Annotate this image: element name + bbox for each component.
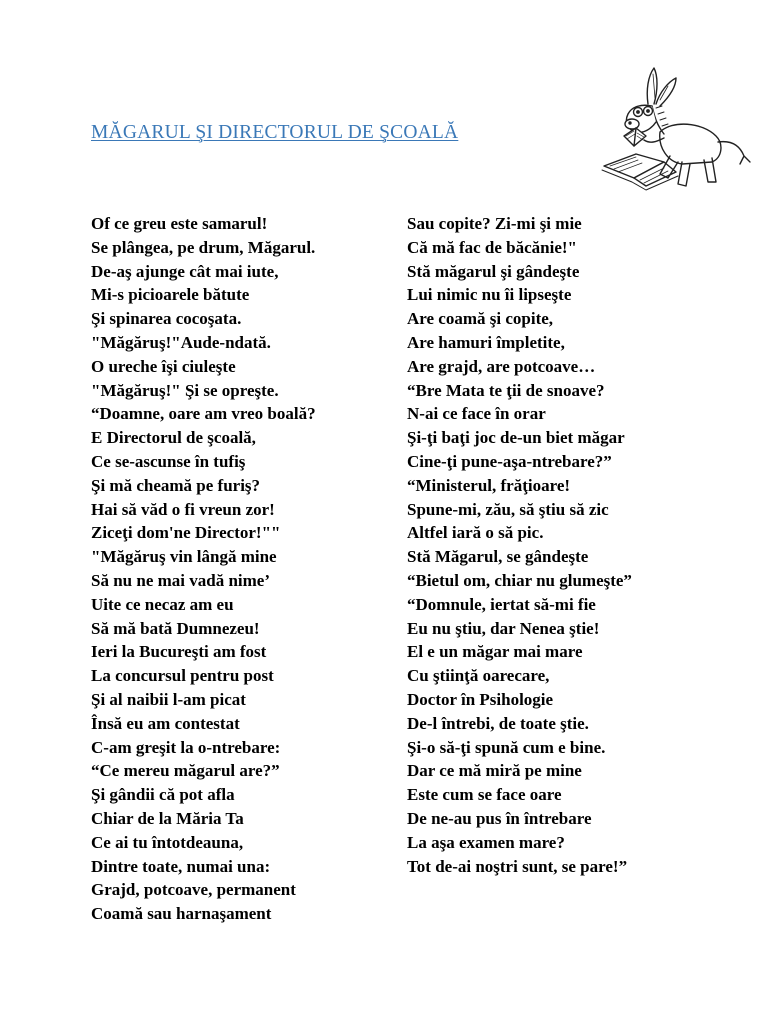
verse-line: “Ce mereu măgarul are?” [91, 761, 280, 781]
verse-line: C-am greşit la o-ntrebare: [91, 737, 281, 757]
verse-line: Of ce greu este samarul! [91, 214, 268, 233]
verse-line: Mi-s picioarele bătute [91, 285, 250, 305]
donkey-reading-book-icon [598, 62, 758, 200]
verse-line: Şi al naibii l-am picat [91, 689, 246, 709]
verse-line: Doctor în Psihologie [407, 689, 554, 709]
verse-line: Să nu ne mai vadă nime’ [91, 570, 270, 590]
verse-line: “Domnule, iertat să-mi fie [407, 594, 596, 614]
verse-line: N-ai ce face în orar [407, 404, 546, 424]
verse-line: Cine-ţi pune-aşa-ntrebare?” [407, 451, 612, 471]
verse-line: Tot de-ai noştri sunt, se pare!” [407, 856, 628, 876]
verse-line: Altfel iară o să pic. [407, 523, 544, 543]
document-title: MĂGARUL ŞI DIRECTORUL DE ŞCOALĂ [91, 122, 459, 143]
verse-line: Chiar de la Măria Ta [91, 808, 244, 828]
verse-line: Spune-mi, zău, să ştiu să zic [407, 499, 609, 519]
verse-line: Este cum se face oare [407, 785, 562, 805]
verse-line: Ce se-ascunse în tufiş [91, 451, 246, 471]
verse-line: Se plângea, pe drum, Măgarul. [91, 237, 316, 257]
verse-line: “Bre Mata te ţii de snoave? [407, 380, 605, 400]
verse-line: Are hamuri împletite, [407, 332, 565, 352]
verse-line: La concursul pentru post [91, 666, 274, 686]
verse-line: Hai să văd o fi vreun zor! [91, 499, 275, 519]
verse-line: E Directorul de şcoală, [91, 428, 256, 448]
verse-line: Şi-ţi baţi joc de-un biet măgar [407, 428, 625, 448]
verse-line: “Ministerul, frăţioare! [407, 475, 571, 495]
verse-line: Dar ce mă miră pe mine [407, 761, 582, 781]
verse-line: Şi spinarea cocoşata. [91, 309, 242, 329]
verse-line: Stă Măgarul, se gândeşte [407, 547, 589, 567]
verse-line: Grajd, potcoave, permanent [91, 880, 296, 900]
verse-line: La aşa examen mare? [407, 832, 565, 852]
verse-line: Lui nimic nu îi lipseşte [407, 285, 572, 305]
verse-line: “Bietul om, chiar nu glumeşte” [407, 570, 632, 590]
verse-line: O ureche îşi ciuleşte [91, 356, 236, 376]
verse-line: Uite ce necaz am eu [91, 594, 234, 614]
verse-line: Şi gândii că pot afla [91, 785, 235, 805]
verse-line: “Doamne, oare am vreo boală? [91, 404, 316, 424]
poem-left-column [91, 212, 316, 926]
verse-line: Ieri la Bucureşti am fost [91, 642, 267, 662]
verse-line: "Măgăruş!"Aude-ndată. [91, 332, 271, 352]
verse-line: Coamă sau harnaşament [91, 904, 272, 924]
verse-line: "Măgăruş vin lângă mine [91, 547, 277, 567]
poem-right-column [407, 212, 632, 878]
verse-line: Cu ştiinţă oarecare, [407, 666, 550, 686]
verse-line: Însă eu am contestat [91, 713, 240, 733]
verse-line: Ziceţi dom'ne Director!"" [91, 523, 281, 543]
verse-line: De ne-au pus în întrebare [407, 808, 592, 828]
verse-line: Stă măgarul şi gândeşte [407, 261, 580, 281]
verse-line: "Măgăruş!" Şi se opreşte. [91, 380, 279, 400]
verse-line: Şi mă cheamă pe furiş? [91, 475, 261, 495]
verse-line: Eu nu ştiu, dar Nenea ştie! [407, 618, 600, 638]
verse-line: Ce ai tu întotdeauna, [91, 832, 244, 852]
verse-line: El e un măgar mai mare [407, 642, 583, 662]
verse-line: De-l întrebi, de toate ştie. [407, 713, 589, 733]
verse-line: Are grajd, are potcoave… [407, 356, 596, 376]
verse-line: Să mă bată Dumnezeu! [91, 618, 260, 638]
verse-line: Dintre toate, numai una: [91, 856, 271, 876]
verse-line: De-aş ajunge cât mai iute, [91, 261, 279, 281]
verse-line: Şi-o să-ţi spună cum e bine. [407, 737, 606, 757]
verse-line: Că mă fac de băcănie!" [407, 237, 577, 257]
verse-line: Are coamă şi copite, [407, 309, 554, 329]
verse-line: Sau copite? Zi-mi şi mie [407, 214, 582, 233]
